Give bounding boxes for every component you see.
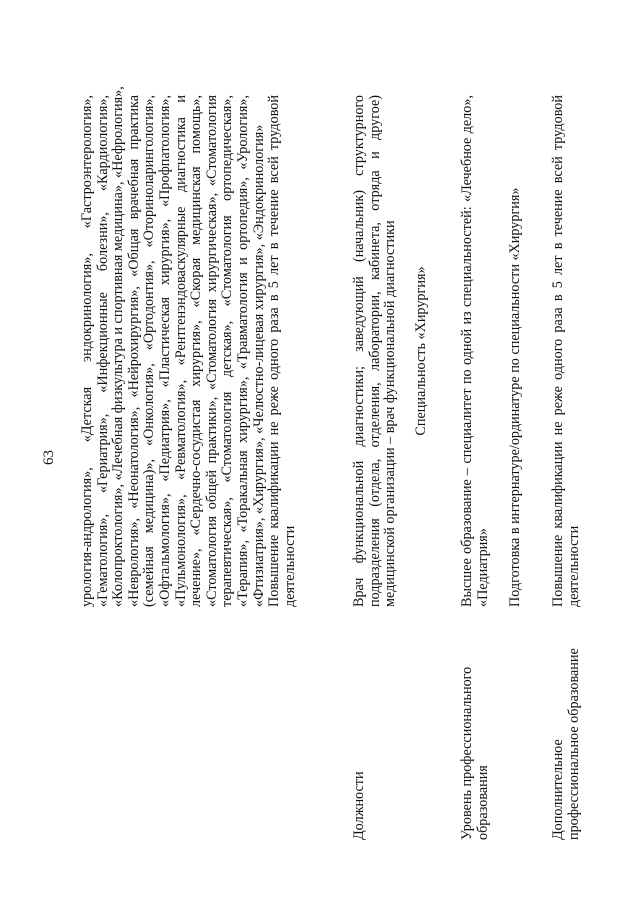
training-text: Подготовка в интернатуре/ординатуре по специальности «Хирургия» xyxy=(507,187,523,607)
text-line: «Пульмонология», «Ревматология», «Рентгенэндоваскулярные диагностика и xyxy=(172,95,189,607)
text-line: Повышение квалификации не реже одного раза в 5 лет в течение всей трудовой xyxy=(550,95,566,607)
text-line: Высшее образование – специалитет по одной из специальностей: «Лечебное дело», xyxy=(459,95,475,607)
additional-education-text xyxy=(551,95,582,607)
text-line: «Гематология», «Гериатрия», «Инфекционные болезни», «Кардиология», xyxy=(94,95,111,607)
text-line: урология-андрология», «Детская эндокринология», «Гастроэнтерология», xyxy=(79,95,95,607)
additional-education-label: Дополнительное профессиональное образование xyxy=(550,648,582,840)
text-line: «Неврология», «Неонатология», «Нейрохирургия», «Общая врачебная практика xyxy=(125,95,142,607)
text-line: «Педиатрия» xyxy=(474,528,491,607)
specialties-list-paragraph xyxy=(79,86,298,607)
page-number: 63 xyxy=(41,450,57,465)
text-line: медицинской организации – врач функциональной диагностики xyxy=(382,220,399,607)
text-line: «Стоматология общей практики», «Стоматология хирургическая», «Стоматология xyxy=(203,95,220,607)
text-line: «Офтальмология», «Педиатрия», «Пластическая хирургия», «Профпатология», xyxy=(156,95,173,607)
text-line: терапевтическая», «Стоматология детская», «Стоматология ортопедическая», xyxy=(219,95,236,607)
text-line: лечение», «Сердечно-сосудистая хирургия», «Скорая медицинская помощь», xyxy=(188,95,205,607)
specialty-heading: Специальность «Хирургия» xyxy=(413,266,429,436)
text-line: подразделения (отдела, отделения, лаборатории, кабинета, отряда и другое) xyxy=(366,95,383,607)
text-line: (семейная медицина)», «Онкология», «Ортодонтия», «Оториноларингология», xyxy=(141,95,158,607)
text-line: «Колопроктология», «Лечебная физкультура и спортивная медицина», «Нефрология», xyxy=(110,86,127,607)
text-line: Врач функциональной диагностики; заведующий (начальник) структурного xyxy=(351,95,367,607)
education-level-label: Уровень профессионального образования xyxy=(459,666,491,840)
positions-text xyxy=(352,95,399,607)
text-line: «Терапия», «Торакальная хирургия», «Травматология и ортопедия», «Урология», xyxy=(234,95,251,607)
education-level-text xyxy=(460,95,491,607)
text-line: «Фтизиатрия», «Хирургия», «Челюстно-лицевая хирургия», «Эндокринология» xyxy=(250,124,267,607)
qualification-line: деятельности xyxy=(281,525,298,607)
qualification-line: Повышение квалификации не реже одного раза в 5 лет в течение всей трудовой xyxy=(266,95,283,607)
text-line: деятельности xyxy=(565,525,582,607)
positions-label: Должности xyxy=(351,771,367,840)
